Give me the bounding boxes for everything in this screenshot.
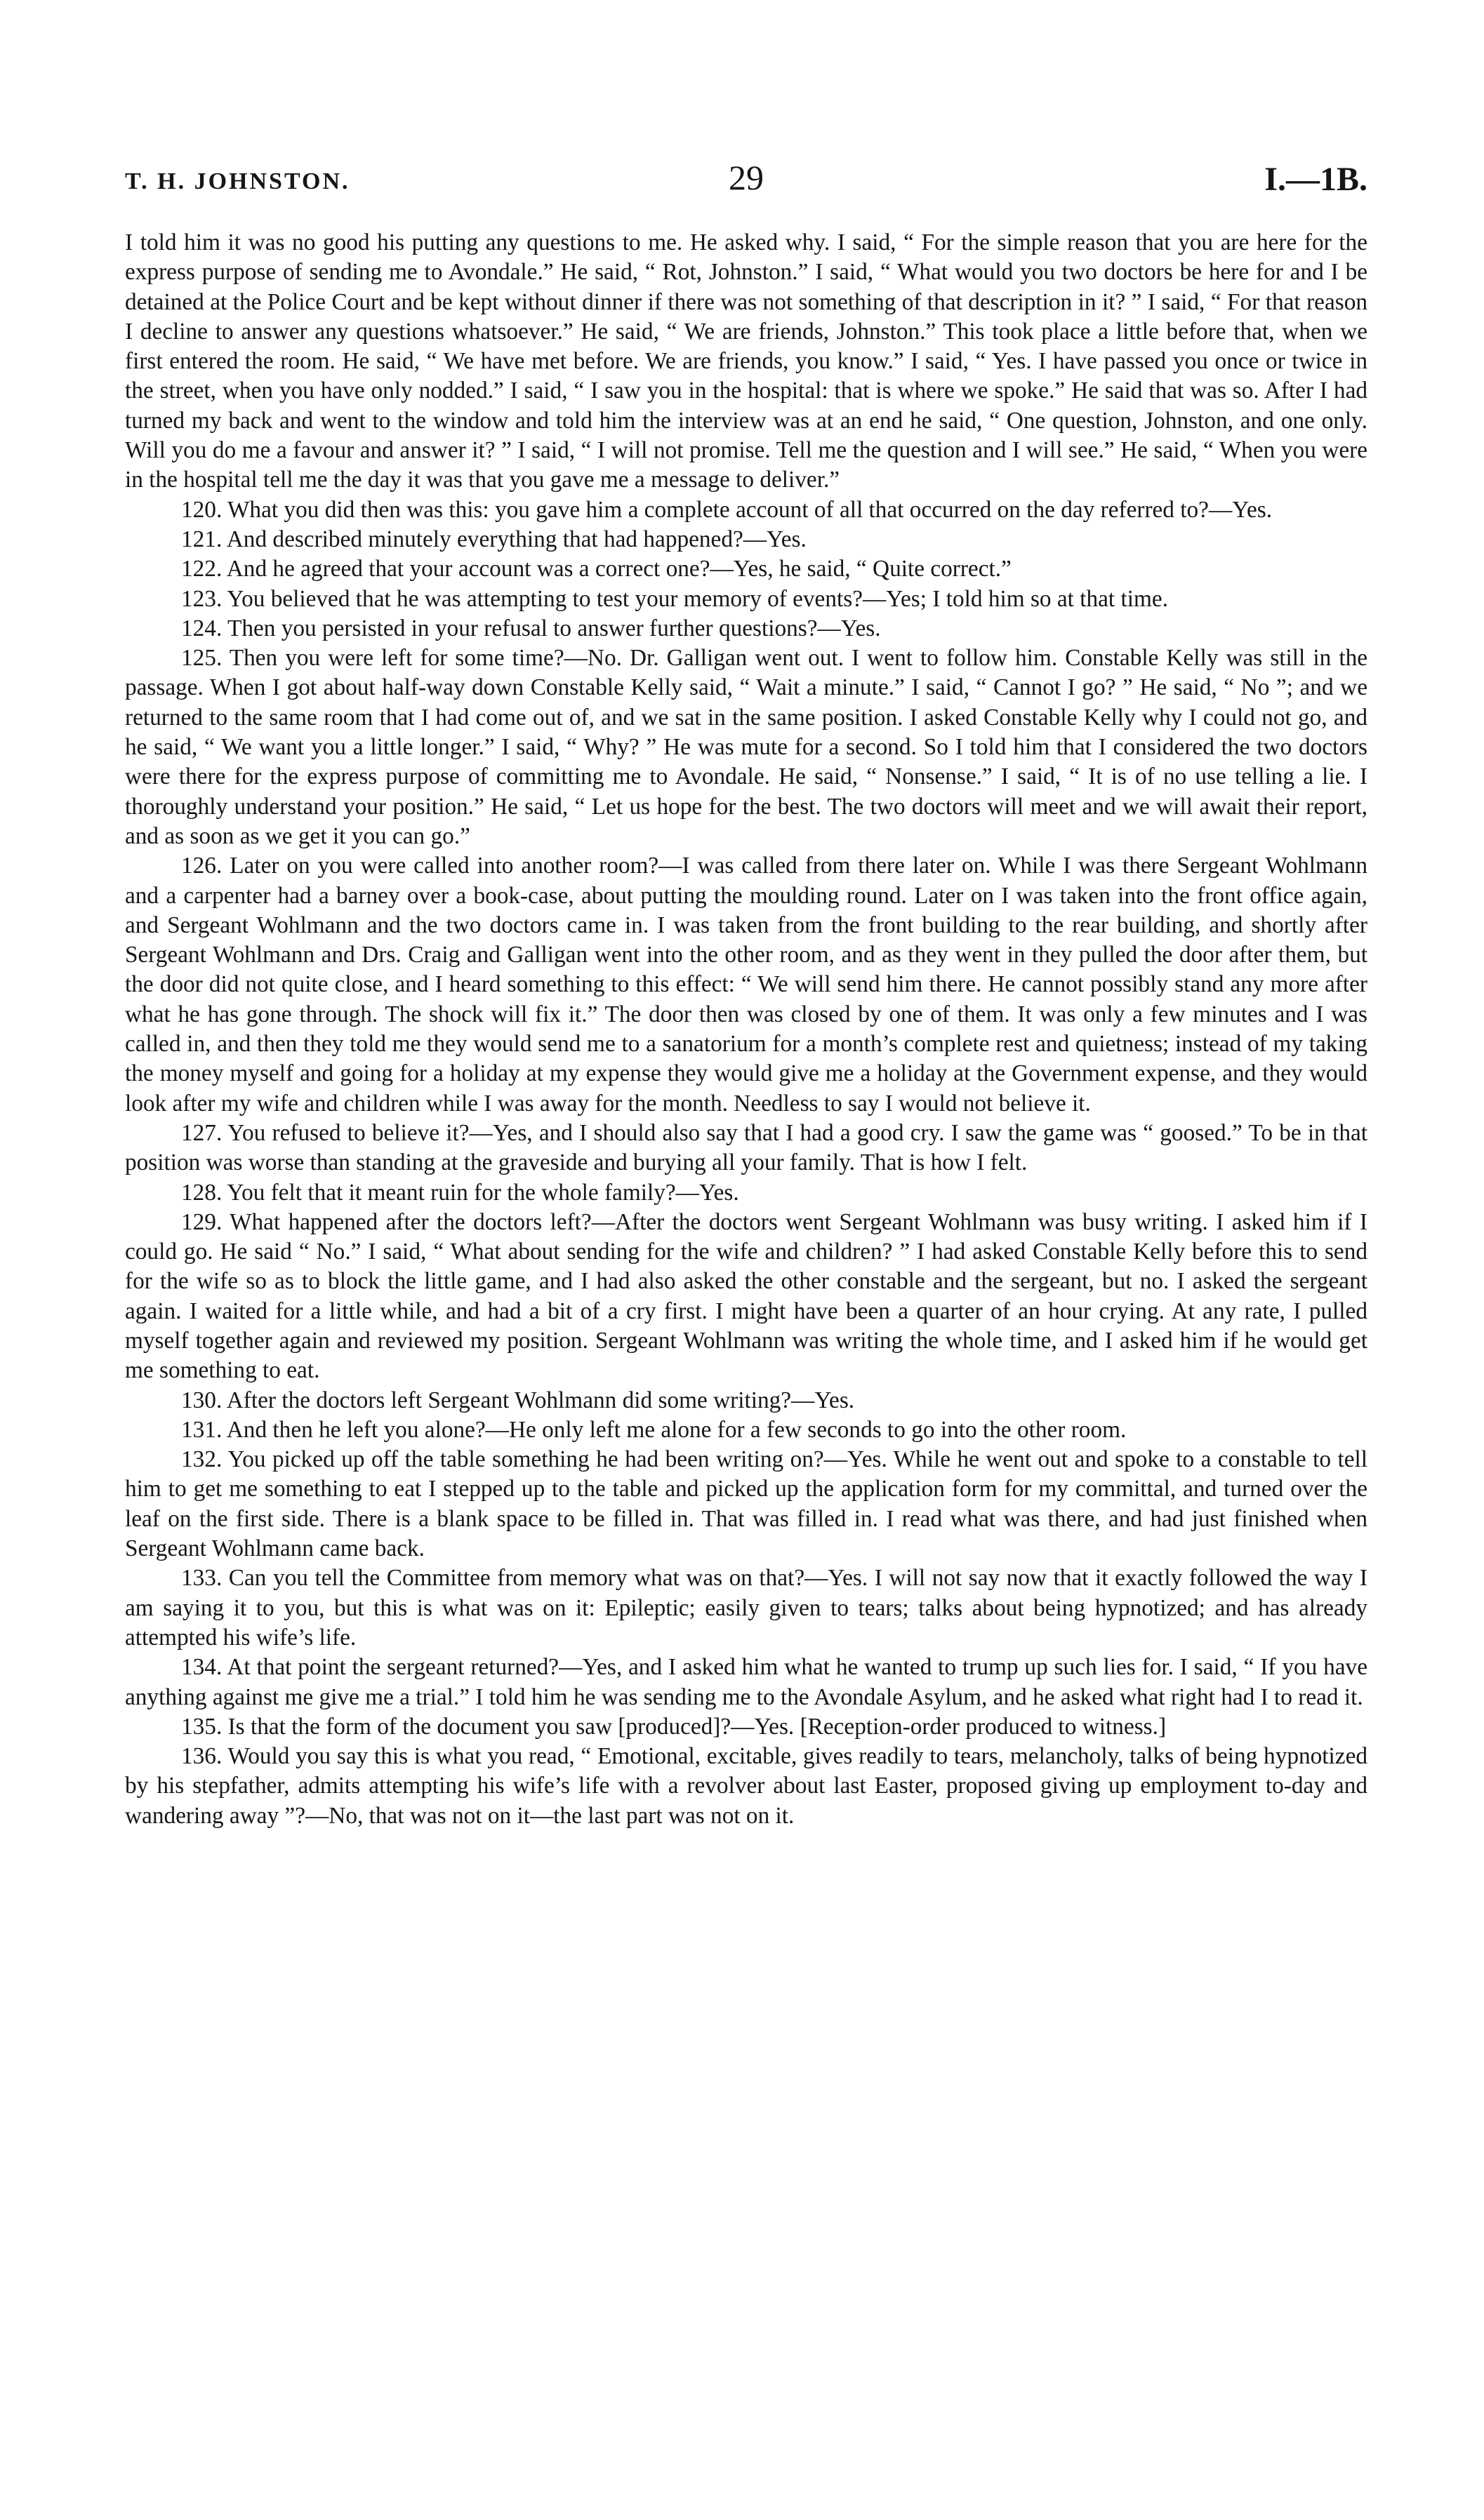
paragraph-continuation: I told him it was no good his putting any questions to me. He asked why. I said, “ For the simple reason that you are here for the express purpose of sending me to Avondale.” He said, “ Rot, Johnston.” I said, “ What would you two doctors be here for and I be detained at the Police Court and be kept without dinner if there was not something of that description in it? ” I said, “ For that reason I decline to answer any questions whatsoever.” He said, “ We are friends, Johnston.” This took place a little before that, when we first entered the room. He said, “ We have met before. We are friends, you know.” I said, “ Yes. I have passed you once or twice in the street, when you have only nodded.” I said, “ I saw you in the hospital: that is where we spoke.” He said that was so. After I had turned my back and went to the window and told him the interview was at an end he said, “ One question, Johnston, and one only. Will you do me a favour and answer it? ” I said, “ I will not promise. Tell me the question and I will see.” He said, “ When you were in the hospital tell me the day it was that you gave me a message to deliver.”	[125, 229, 1367, 493]
question-124: 124. Then you persisted in your refusal to answer further questions?—Yes.	[181, 615, 881, 641]
question-122: 122. And he agreed that your account was a correct one?—Yes, he said, “ Quite correct.”	[181, 556, 1012, 582]
witness-name-header: T. H. JOHNSTON.	[125, 168, 350, 194]
question-120: 120. What you did then was this: you gave him a complete account of all that occurred on the day referred to?—Yes.	[181, 496, 1273, 523]
question-130: 130. After the doctors left Sergeant Wohlmann did some writing?—Yes.	[181, 1387, 855, 1413]
question-131: 131. And then he left you alone?—He only left me alone for a few seconds to go into the other room.	[181, 1416, 1127, 1443]
question-129: 129. What happened after the doctors left?—After the doctors went Sergeant Wohlmann was busy writing. I asked him if I could go. He said “ No.” I said, “ What about sending for the wife and children? ” I had asked Constable Kelly before this to send for the wife so as to block the little game, and I had also asked the other constable and the sergeant, but no. I asked the sergeant again. I waited for a little while, and had a bit of a cry first. I might have been a quarter of an hour crying. At any rate, I pulled myself together again and reviewed my position. Sergeant Wohlmann was writing the whole time, and I asked him if he would get me something to eat.	[125, 1208, 1367, 1384]
paper-reference: I.—1B.	[1264, 161, 1367, 198]
question-133: 133. Can you tell the Committee from memory what was on that?—Yes. I will not say now that it exactly followed the way I am saying it to you, but this is what was on it: Epileptic; easily given to tears; talks about being hypnotized; and has already attempted his wife’s life.	[125, 1565, 1367, 1651]
question-123: 123. You believed that he was attempting to test your memory of events?—Yes; I told him so at that time.	[181, 585, 1168, 612]
question-135: 135. Is that the form of the document you saw [produced]?—Yes. [Reception-order produced to witness.]	[181, 1713, 1167, 1740]
page-number: 29	[729, 158, 764, 197]
question-134: 134. At that point the sergeant returned?—Yes, and I asked him what he wanted to trump up such lies for. I said, “ If you have anything against me give me a trial.” I told him he was sending me to the Avondale Asylum, and he asked what right had I to read it.	[125, 1654, 1367, 1710]
question-132: 132. You picked up off the table something he had been writing on?—Yes. While he went out and spoke to a constable to tell him to get me something to eat I stepped up to the table and picked up the application form for my committal, and turned over the leaf on the first side. There is a blank space to be filled in. That was filled in. I read what was there, and had just finished when Sergeant Wohlmann came back.	[125, 1446, 1367, 1562]
page-header	[125, 154, 1367, 204]
page-body	[125, 228, 1367, 1831]
question-128: 128. You felt that it meant ruin for the whole family?—Yes.	[181, 1179, 739, 1206]
question-126: 126. Later on you were called into another room?—I was called from there later on. While I was there Sergeant Wohlmann and a carpenter had a barney over a book-case, about putting the moulding round. Later on I was taken into the front office again, and Sergeant Wohlmann and the two doctors came in. I was taken from the front building to the rear building, and shortly after Sergeant Wohlmann and Drs. Craig and Galligan went into the other room, and as they went in they pulled the door after them, but the door did not quite close, and I heard something to this effect: “ We will send him there. He cannot possibly stand any more after what he has gone through. The shock will fix it.” The door then was closed by one of them. It was only a few minutes and I was called in, and then they told me they would send me to a sanatorium for a month’s complete rest and quietness; instead of my taking the money myself and going for a holiday at my expense they would give me a holiday at the Government expense, and they would look after my wife and children while I was away for the month. Needless to say I would not believe it.	[125, 853, 1367, 1116]
question-121: 121. And described minutely everything that had happened?—Yes.	[181, 526, 807, 552]
question-125: 125. Then you were left for some time?—No. Dr. Galligan went out. I went to follow him. Constable Kelly was still in the passage. When I got about half-way down Constable Kelly said, “ Wait a minute.” I said, “ Cannot I go? ” He said, “ No ”; and we returned to the same room that I had come out of, and we sat in the same position. I asked Constable Kelly why I could not go, and he said, “ We want you a little longer.” I said, “ Why? ” He was mute for a second. So I told him that I considered the two doctors were there for the express purpose of committing me to Avondale. He said, “ Nonsense.” I said, “ It is of no use telling a lie. I thoroughly understand your position.” He said, “ Let us hope for the best. The two doctors will meet and we will await their report, and as soon as we get it you can go.”	[125, 645, 1367, 849]
question-127: 127. You refused to believe it?—Yes, and I should also say that I had a good cry. I saw the game was “ goosed.” To be in that position was worse than standing at the graveside and burying all your family. That is how I felt.	[125, 1119, 1367, 1176]
question-136: 136. Would you say this is what you read, “ Emotional, excitable, gives readily to tears, melancholy, talks of being hypnotized by his stepfather, admits attempting his wife’s life with a revolver about last Easter, proposed giving up employment to-day and wandering away ”?—No, that was not on it—the last part was not on it.	[125, 1743, 1367, 1829]
